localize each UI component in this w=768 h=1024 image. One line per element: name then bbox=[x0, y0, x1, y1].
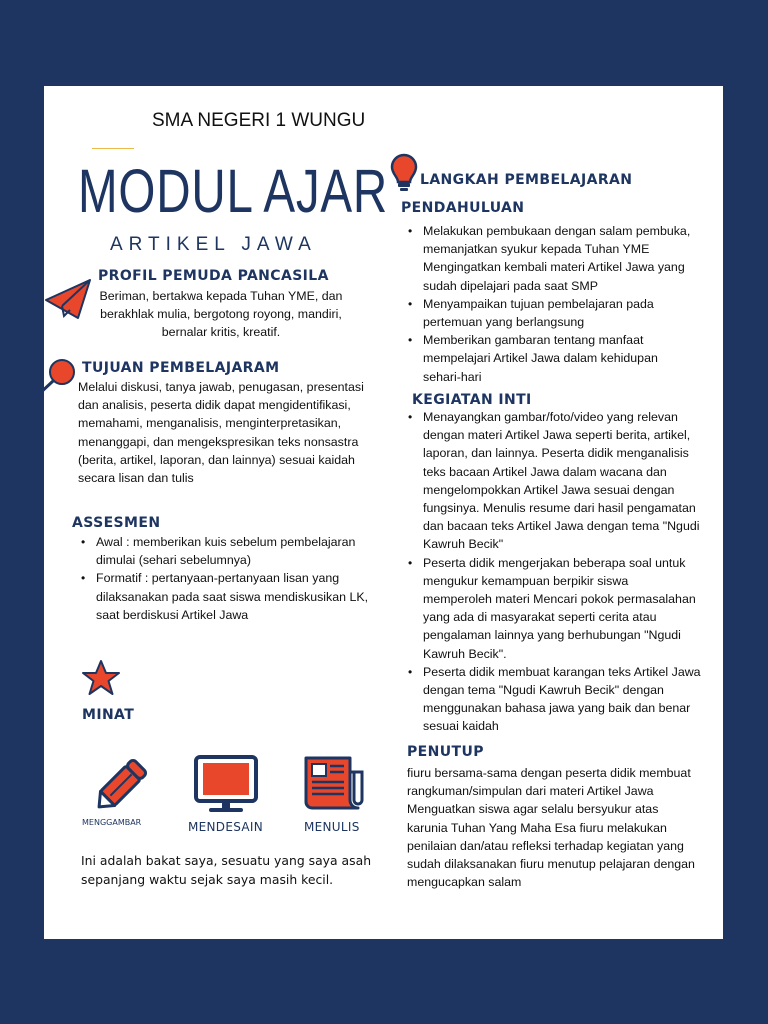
profil-line: bernalar kritis, kreatif. bbox=[161, 325, 281, 340]
asesmen-heading: ASSESMEN bbox=[72, 515, 161, 531]
inti-line: Kawruh Becik". bbox=[423, 646, 507, 661]
inti-line: laporan, dan lainnya. Peserta didik menganalisis bbox=[423, 446, 689, 461]
title-decoration bbox=[92, 148, 134, 152]
penutup-line: mengucapkan salam bbox=[407, 875, 522, 890]
pendahuluan-line: mempelajari Artikel Jawa dalam kehidupan bbox=[423, 351, 658, 366]
penutup-line: sudah dilaksanakan fiuru menutup pelajaran dengan bbox=[407, 857, 695, 872]
asesmen-line: • Formatif : pertanyaan-pertanyaan lisan yang bbox=[96, 571, 340, 586]
pendahuluan-line: sudah dipelajari pada saat SMP bbox=[423, 278, 598, 293]
pendahuluan-line: • Melakukan pembukaan dengan salam pembuka, bbox=[423, 224, 691, 238]
inti-heading: KEGIATAN INTI bbox=[412, 392, 532, 408]
pendahuluan-list bbox=[405, 222, 695, 386]
pendahuluan-line: • Memberikan gambaran tentang manfaat bbox=[423, 333, 644, 348]
pendahuluan-line: pertemuan yang berlangsung bbox=[423, 315, 585, 330]
minat-note-line: sepanjang waktu sejak saya masih kecil. bbox=[81, 871, 334, 887]
asesmen-item bbox=[78, 533, 378, 569]
profil-line: berakhlak mulia, bergotong royong, mandiri, bbox=[100, 307, 342, 322]
inti-line: menggunakan bahasa jawa yang baik dan benar bbox=[423, 701, 691, 716]
pendahuluan-line: Mengingatkan kembali materi Artikel Jawa yang bbox=[423, 260, 685, 275]
penutup-line: fiuru bersama-sama dengan peserta didik membuat bbox=[407, 766, 691, 780]
school-name: SMA NEGERI 1 WUNGU bbox=[152, 110, 366, 131]
magnifier-icon bbox=[34, 358, 78, 398]
pendahuluan-item bbox=[405, 222, 695, 295]
inti-item bbox=[405, 554, 705, 663]
profil-text bbox=[96, 287, 346, 342]
inti-line: dengan materi Artikel Jawa seperti berita, artikel, bbox=[423, 428, 691, 443]
pendahuluan-line: memanjatkan syukur kepada Tuhan YME bbox=[423, 242, 650, 257]
pendahuluan-item bbox=[405, 295, 695, 331]
inti-line: • Menayangkan gambar/foto/video yang relevan bbox=[423, 410, 678, 424]
tujuan-line: secara lisan dan tulis bbox=[78, 471, 194, 486]
penutup-line: rangkuman/simpulan dari materi Artikel Jawa bbox=[407, 784, 654, 799]
penutup-line: Menguatkan siswa agar selalu bersyukur atas bbox=[407, 802, 659, 817]
inti-line: • Peserta didik membuat karangan teks Artikel Jawa bbox=[423, 664, 701, 679]
minat-item-menggambar: MENGGAMBAR bbox=[82, 818, 142, 827]
inti-line: memperoleh materi Mencari pokok permasalahan bbox=[423, 592, 696, 607]
profil-heading: PROFIL PEMUDA PANCASILA bbox=[98, 268, 329, 284]
pendahuluan-heading: PENDAHULUAN bbox=[401, 200, 525, 216]
page-title: MODUL AJAR bbox=[78, 157, 389, 225]
inti-item bbox=[405, 408, 705, 554]
inti-line: pengalaman lainnya yang berhubungan "Ngudi bbox=[423, 628, 681, 643]
paper-plane-icon bbox=[44, 278, 92, 320]
inti-line: sesuai kaidah bbox=[423, 719, 499, 734]
monitor-icon bbox=[193, 754, 259, 814]
inti-line: dan bacaan teks Artikel Jawa dengan tema "Ngudi bbox=[423, 519, 700, 534]
inti-list bbox=[405, 408, 705, 736]
inti-line: • Peserta didik mengerjakan beberapa soal untuk bbox=[423, 555, 686, 570]
minat-note bbox=[81, 852, 391, 889]
tujuan-heading: TUJUAN PEMBELAJARAM bbox=[82, 360, 280, 376]
asesmen-list bbox=[78, 533, 378, 624]
minat-item-mendesain: MENDESAIN bbox=[188, 820, 263, 834]
pendahuluan-line: • Menyampaikan tujuan pembelajaran pada bbox=[423, 296, 654, 311]
tujuan-line: memahami, menganalisis, menginterpretasikan, bbox=[78, 416, 342, 431]
minat-note-line: Ini adalah bakat saya, sesuatu yang saya asah bbox=[81, 853, 372, 868]
profil-line: Beriman, bertakwa kepada Tuhan YME, dan bbox=[99, 289, 343, 303]
penutup-text bbox=[407, 764, 707, 891]
inti-line: mengelompokkan Artikel Jawa sesuai dengan bbox=[423, 482, 675, 497]
lightbulb-icon bbox=[390, 153, 418, 193]
minat-heading: MINAT bbox=[82, 707, 135, 723]
asesmen-line: dimulai (sehari sebelumnya) bbox=[96, 553, 251, 568]
star-icon bbox=[81, 659, 121, 697]
asesmen-line: saat berdiskusi Artikel Jawa bbox=[96, 607, 249, 622]
penutup-line: karunia Tuhan Yang Maha Esa fiuru melakukan bbox=[407, 820, 667, 835]
penutup-line: penilaian dan/atau refleksi terhadap kegiatan yang bbox=[407, 838, 684, 853]
tujuan-text bbox=[78, 378, 378, 487]
tujuan-line: Melalui diskusi, tanya jawab, penugasan, presentasi bbox=[78, 380, 364, 394]
page-subtitle: ARTIKEL JAWA bbox=[110, 234, 317, 255]
asesmen-item bbox=[78, 569, 378, 624]
asesmen-line: dilaksanakan pada saat siswa mendiskusikan LK, bbox=[96, 589, 369, 604]
penutup-heading: PENUTUP bbox=[407, 744, 484, 760]
minat-item-menulis: MENULIS bbox=[304, 820, 360, 834]
pendahuluan-line: sehari-hari bbox=[423, 369, 482, 384]
inti-line: yang ada di masyarakat seperti cerita atau bbox=[423, 610, 657, 625]
inti-item bbox=[405, 663, 705, 736]
inti-line: dengan tema "Ngudi Kawruh Becik" dengan bbox=[423, 683, 664, 698]
pendahuluan-item bbox=[405, 331, 695, 386]
inti-line: Kawruh Becik" bbox=[423, 537, 504, 552]
tujuan-line: menanggapi, dan mengekspresikan teks nonsastra bbox=[78, 434, 359, 449]
inti-line: fungsinya. Menulis resume dari hasil pengamatan bbox=[423, 501, 696, 516]
asesmen-line: • Awal : memberikan kuis sebelum pembelajaran bbox=[96, 535, 356, 549]
pencil-icon bbox=[88, 754, 154, 816]
tujuan-line: (berita, artikel, laporan, dan lainnya) sesuai kaidah bbox=[78, 452, 355, 467]
module-page bbox=[44, 86, 723, 939]
newspaper-icon bbox=[302, 754, 366, 814]
tujuan-line: dan analisis, peserta didik dapat mengidentifikasi, bbox=[78, 398, 351, 413]
langkah-heading: LANGKAH PEMBELAJARAN bbox=[420, 172, 633, 188]
inti-line: teks bacaan Artikel Jawa dalam wacana dan bbox=[423, 464, 667, 479]
inti-line: mengukur kemampuan berpikir siswa bbox=[423, 573, 629, 588]
